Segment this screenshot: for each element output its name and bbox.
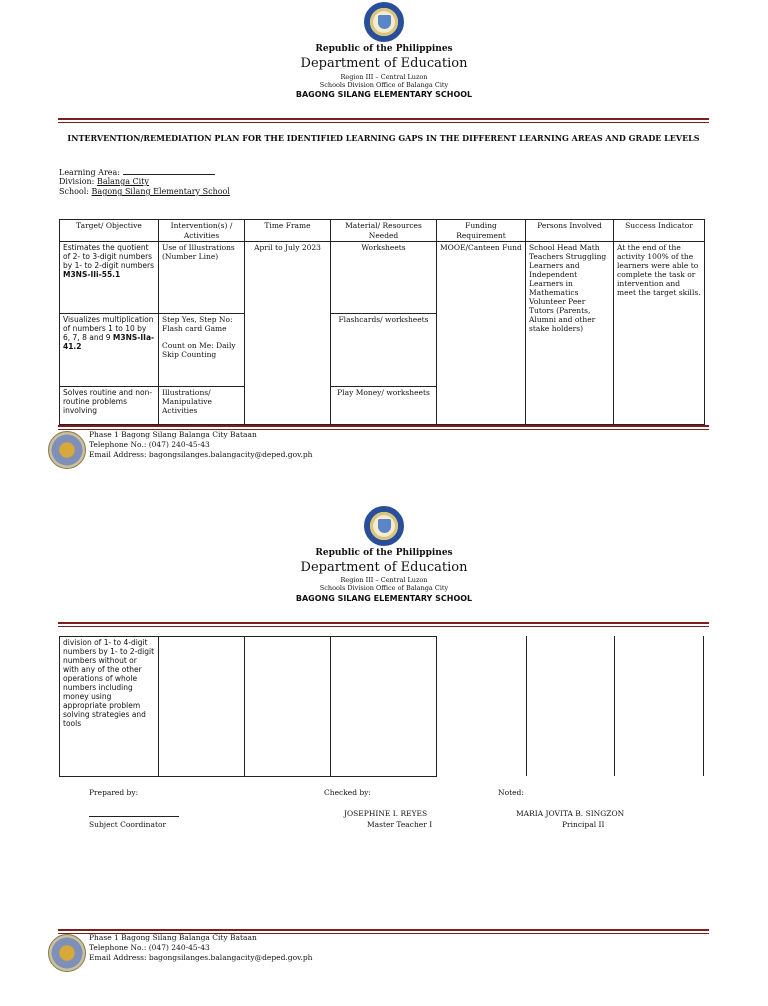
time-frame-cell (245, 637, 331, 777)
prepared-label: Prepared by: (89, 788, 139, 797)
division-label: Division: (59, 177, 95, 186)
school-value: Bagong Silang Elementary School (91, 187, 230, 196)
school-name: BAGONG SILANG ELEMENTARY SCHOOL (295, 594, 473, 603)
intervention-text: Count on Me: Daily Skip Counting (162, 341, 236, 359)
footer-telephone: Telephone No.: (047) 240-45-43 (89, 440, 210, 449)
footer-address: Phase 1 Bagong Silang Balanga City Bataan (89, 933, 257, 942)
time-frame-cell: April to July 2023 (245, 242, 331, 425)
checked-name: JOSEPHINE I. REYES (344, 809, 428, 818)
noted-name: MARIA JOVITA B. SINGZON (516, 809, 625, 818)
deped-seal-icon (364, 2, 404, 42)
division-office-label: Schools Division Office of Balanga City (319, 584, 449, 592)
header-time-frame: Time Frame (245, 220, 331, 242)
noted-role: Principal II (562, 820, 605, 829)
prepared-signature-line (89, 808, 179, 817)
intervention-text: Step Yes, Step No: Flash card Game (162, 315, 233, 333)
objective-text: Visualizes multiplication of numbers 1 to 10 by 6, 7, 8 and 9 (63, 315, 154, 342)
learning-area-line (59, 167, 215, 178)
region-label: Region III – Central Luzon (340, 576, 428, 584)
intervention-cell: Use of Illustrations (Number Line) (159, 242, 245, 314)
department-title: Department of Education (300, 560, 468, 575)
footer-email: Email Address: bagongsilanges.balangacity@deped.gov.ph (89, 953, 313, 962)
footer-telephone: Telephone No.: (047) 240-45-43 (89, 943, 210, 952)
header-divider (58, 622, 709, 627)
table-row (60, 637, 437, 777)
school-logo-icon (48, 934, 86, 972)
republic-label: Republic of the Philippines (315, 548, 453, 558)
school-label: School: (59, 187, 89, 196)
learning-area-value (123, 167, 215, 175)
objective-cell: Solves routine and non-routine problems involving (60, 387, 159, 425)
footer-block (89, 430, 312, 460)
plan-table (59, 219, 705, 425)
intervention-cell: Illustrations/ Manipulative Activities (159, 387, 245, 425)
header-materials: Material/ Resources Needed (331, 220, 437, 242)
header-success: Success Indicator (614, 220, 705, 242)
objective-cell (60, 242, 159, 314)
header-divider (58, 118, 709, 123)
column-line (526, 636, 527, 776)
department-title: Department of Education (300, 56, 468, 71)
header-persons: Persons Involved (526, 220, 614, 242)
checked-label: Checked by: (324, 788, 371, 797)
learning-area-label: Learning Area: (59, 168, 120, 177)
noted-label: Noted: (498, 788, 524, 797)
republic-label: Republic of the Philippines (315, 44, 453, 54)
region-label: Region III – Central Luzon (340, 73, 428, 81)
funding-cell: MOOE/Canteen Fund (437, 242, 526, 425)
checked-role: Master Teacher I (367, 820, 433, 829)
division-line (59, 177, 149, 187)
persons-cell: School Head Math Teachers Struggling Learners and Independent Learners in Mathematics Volunteer Peer Tutors (Parents, Alumni and other stake holders) (526, 242, 614, 425)
materials-cell: Worksheets (331, 242, 437, 314)
prepared-role: Subject Coordinator (89, 820, 167, 829)
header-funding: Funding Requirement (437, 220, 526, 242)
column-line (614, 636, 615, 776)
objective-code: M3NS-IIa-41.2 (63, 333, 155, 351)
footer-block (89, 933, 312, 963)
intervention-cell (159, 314, 245, 387)
header-objective: Target/ Objective (60, 220, 159, 242)
success-cell: At the end of the activity 100% of the learners were able to complete the task or intervention and meet the target skills. (614, 242, 705, 425)
header-intervention: Intervention(s) / Activities (159, 220, 245, 242)
objective-code: M3NS-IIi-55.1 (63, 270, 121, 279)
plan-title: INTERVENTION/REMEDIATION PLAN FOR THE IDENTIFIED LEARNING GAPS IN THE DIFFERENT LEARNING AREAS AND GRADE LEVELS (67, 133, 700, 143)
intervention-cell (159, 637, 245, 777)
school-line (59, 187, 230, 197)
division-office-label: Schools Division Office of Balanga City (319, 81, 449, 89)
materials-cell (331, 637, 437, 777)
materials-cell: Flashcards/ worksheets (331, 314, 437, 387)
materials-cell: Play Money/ worksheets (331, 387, 437, 425)
footer-address: Phase 1 Bagong Silang Balanga City Bataan (89, 430, 257, 439)
table-header-row (60, 220, 705, 242)
column-line (703, 636, 704, 776)
continuation-table (59, 636, 437, 777)
school-logo-icon (48, 431, 86, 469)
footer-email: Email Address: bagongsilanges.balangacity@deped.gov.ph (89, 450, 313, 459)
deped-seal-icon (364, 506, 404, 546)
objective-cell: division of 1- to 4-digit numbers by 1- to 2-digit numbers without or with any of the other operations of whole numbers including money using appropriate problem solving strategies and tools (60, 637, 159, 777)
objective-text: Estimates the quotient of 2- to 3-digit numbers by 1- to 2-digit numbers (63, 243, 155, 270)
school-name: BAGONG SILANG ELEMENTARY SCHOOL (295, 90, 473, 99)
objective-cell (60, 314, 159, 387)
table-row (60, 242, 705, 314)
division-value: Balanga City (96, 177, 149, 186)
